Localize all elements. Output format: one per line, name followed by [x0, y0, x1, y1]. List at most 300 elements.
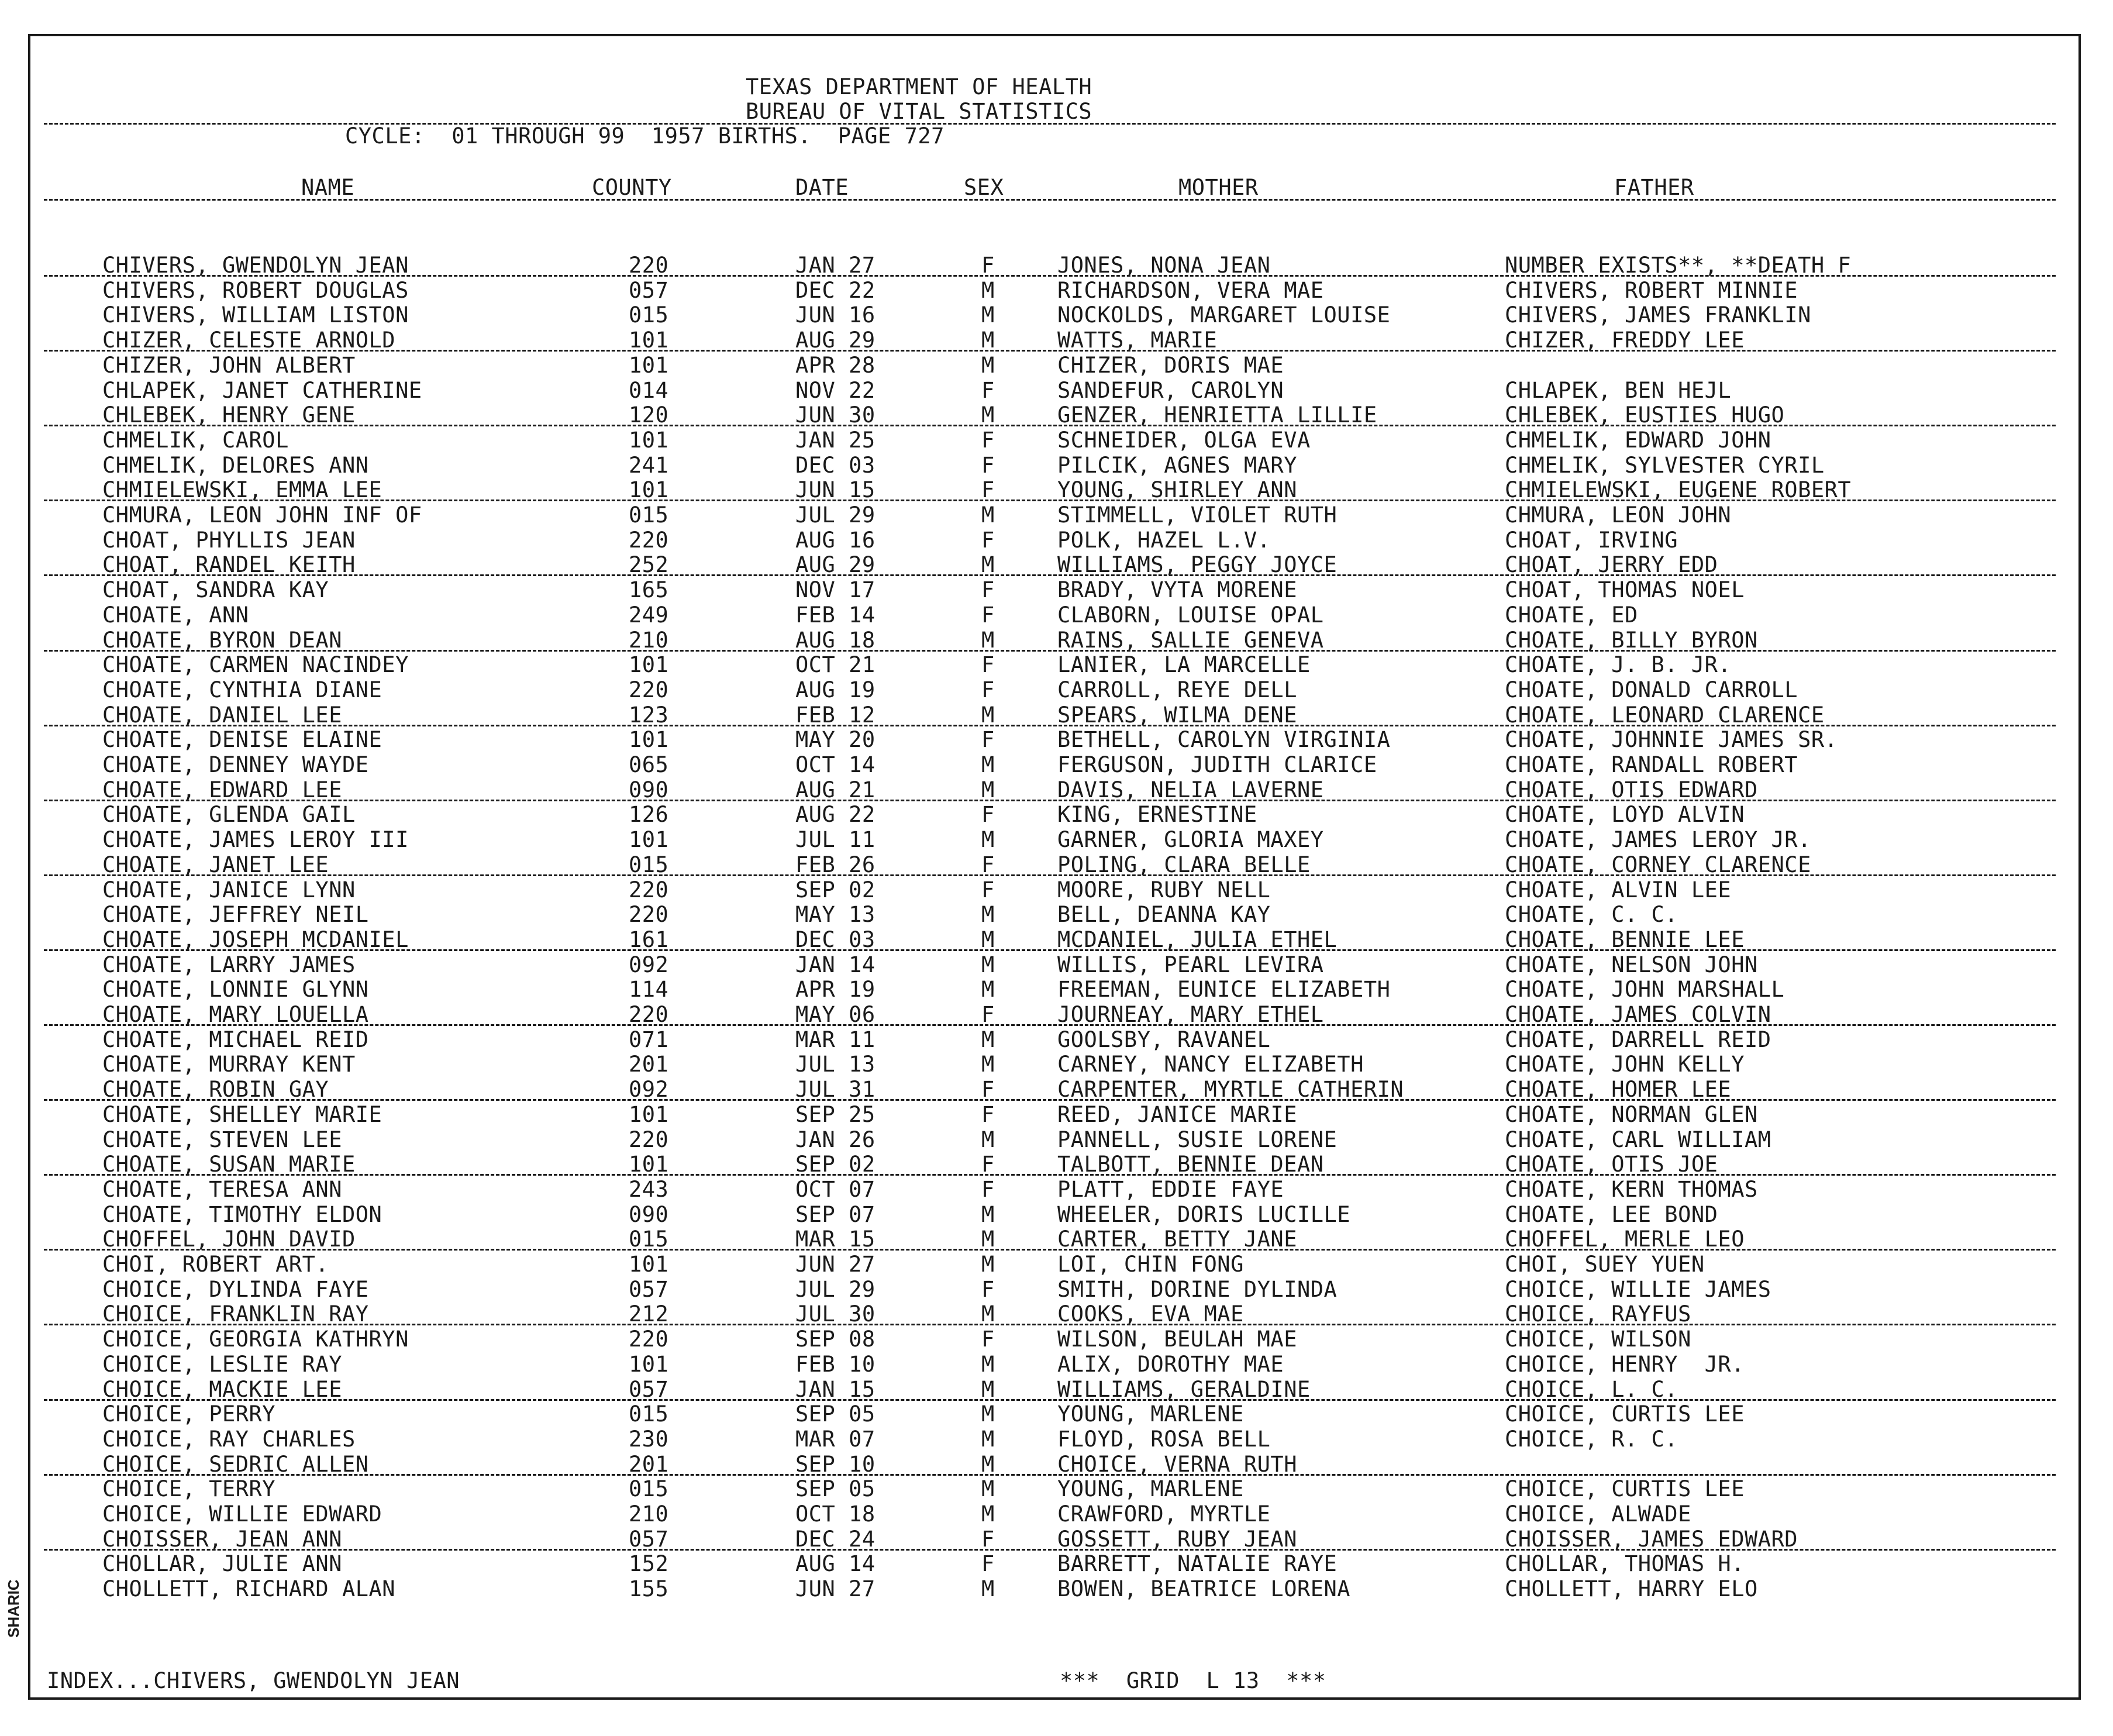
cell-mother: YOUNG, SHIRLEY ANN: [1057, 477, 1297, 502]
cell-sex: M: [981, 1427, 995, 1452]
cell-name: CHOATE, DENISE ELAINE: [102, 727, 382, 752]
cell-sex: M: [981, 1202, 995, 1227]
cell-name: CHOAT, PHYLLIS JEAN: [102, 528, 356, 553]
cell-mother: SPEARS, WILMA DENE: [1057, 702, 1297, 728]
cell-date: MAR 07: [795, 1427, 875, 1452]
cell-mother: YOUNG, MARLENE: [1057, 1476, 1244, 1501]
column-header-date: DATE: [795, 175, 849, 200]
cell-sex: M: [981, 1501, 995, 1527]
cell-sex: F: [981, 852, 995, 877]
cell-father: CHOICE, HENRY JR.: [1505, 1352, 1745, 1377]
column-header-name: NAME: [301, 175, 355, 200]
cell-name: CHOATE, CYNTHIA DIANE: [102, 677, 382, 702]
cell-name: CHOATE, MURRAY KENT: [102, 1052, 356, 1077]
cell-county: 101: [629, 428, 669, 453]
cell-name: CHIZER, CELESTE ARNOLD: [102, 328, 396, 353]
cell-date: DEC 03: [795, 453, 875, 478]
cell-county: 220: [629, 1002, 669, 1027]
column-header-father: FATHER: [1614, 175, 1694, 200]
cell-date: DEC 03: [795, 927, 875, 952]
cell-mother: RICHARDSON, VERA MAE: [1057, 278, 1324, 303]
cell-county: 220: [629, 253, 669, 278]
cell-county: 101: [629, 727, 669, 752]
cell-county: 090: [629, 777, 669, 802]
cell-name: CHOICE, DYLINDA FAYE: [102, 1277, 369, 1302]
cell-date: AUG 29: [795, 328, 875, 353]
cell-sex: F: [981, 528, 995, 553]
cell-name: CHOICE, TERRY: [102, 1476, 276, 1501]
column-header-mother: MOTHER: [1178, 175, 1259, 200]
cell-sex: M: [981, 1052, 995, 1077]
cell-county: 243: [629, 1177, 669, 1202]
cell-name: CHOICE, GEORGIA KATHRYN: [102, 1327, 409, 1352]
cell-mother: WILLIS, PEARL LEVIRA: [1057, 952, 1324, 977]
cell-name: CHOATE, MICHAEL REID: [102, 1027, 369, 1052]
cell-mother: REED, JANICE MARIE: [1057, 1102, 1297, 1127]
cell-date: JUL 29: [795, 502, 875, 528]
cell-date: DEC 22: [795, 278, 875, 303]
cell-sex: F: [981, 428, 995, 453]
cell-county: 201: [629, 1452, 669, 1477]
cell-sex: F: [981, 577, 995, 602]
cell-date: JUN 27: [795, 1252, 875, 1277]
cell-name: CHOATE, CARMEN NACINDEY: [102, 652, 409, 677]
cell-county: 065: [629, 752, 669, 777]
side-label: SHARIC: [5, 1579, 22, 1638]
cell-date: JUL 13: [795, 1052, 875, 1077]
cell-sex: M: [981, 1127, 995, 1152]
cell-father: CHOATE, JAMES COLVIN: [1505, 1002, 1771, 1027]
cell-county: 015: [629, 302, 669, 328]
cell-name: CHOATE, JANICE LYNN: [102, 877, 356, 903]
cell-mother: CARPENTER, MYRTLE CATHERIN: [1057, 1077, 1404, 1102]
cell-county: 220: [629, 1127, 669, 1152]
cell-mother: JOURNEAY, MARY ETHEL: [1057, 1002, 1324, 1027]
cell-mother: NOCKOLDS, MARGARET LOUISE: [1057, 302, 1391, 328]
cell-date: JAN 15: [795, 1377, 875, 1402]
cell-father: NUMBER EXISTS**, **DEATH F: [1505, 253, 1852, 278]
cell-name: CHOAT, SANDRA KAY: [102, 577, 329, 602]
row-rule: [44, 1024, 2056, 1026]
cell-county: 014: [629, 378, 669, 403]
cell-mother: WHEELER, DORIS LUCILLE: [1057, 1202, 1351, 1227]
cell-mother: DAVIS, NELIA LAVERNE: [1057, 777, 1324, 802]
cell-mother: STIMMELL, VIOLET RUTH: [1057, 502, 1338, 528]
cell-sex: M: [981, 752, 995, 777]
cell-name: CHOATE, DENNEY WAYDE: [102, 752, 369, 777]
cell-name: CHOATE, TERESA ANN: [102, 1177, 342, 1202]
cell-mother: GARNER, GLORIA MAXEY: [1057, 827, 1324, 852]
cell-date: JUL 29: [795, 1277, 875, 1302]
cell-county: 165: [629, 577, 669, 602]
footer-grid: *** GRID L 13 ***: [1060, 1668, 1326, 1693]
cell-date: SEP 05: [795, 1476, 875, 1501]
cell-sex: M: [981, 1377, 995, 1402]
cell-father: CHIVERS, JAMES FRANKLIN: [1505, 302, 1811, 328]
cell-date: JAN 26: [795, 1127, 875, 1152]
column-header-sex: SEX: [964, 175, 1004, 200]
cell-county: 152: [629, 1551, 669, 1576]
cell-name: CHIVERS, ROBERT DOUGLAS: [102, 278, 409, 303]
cell-sex: F: [981, 652, 995, 677]
cell-sex: M: [981, 1227, 995, 1252]
cell-mother: CARROLL, REYE DELL: [1057, 677, 1297, 702]
cell-father: CHOAT, IRVING: [1505, 528, 1678, 553]
cell-name: CHOATE, GLENDA GAIL: [102, 802, 356, 827]
cell-sex: F: [981, 1077, 995, 1102]
cell-county: 210: [629, 1501, 669, 1527]
cell-county: 101: [629, 652, 669, 677]
cell-mother: CARTER, BETTY JANE: [1057, 1227, 1297, 1252]
cell-name: CHOFFEL, JOHN DAVID: [102, 1227, 356, 1252]
cell-sex: F: [981, 378, 995, 403]
cell-mother: POLK, HAZEL L.V.: [1057, 528, 1271, 553]
cell-county: 101: [629, 1102, 669, 1127]
cell-father: CHIVERS, ROBERT MINNIE: [1505, 278, 1798, 303]
cell-mother: LANIER, LA MARCELLE: [1057, 652, 1311, 677]
cell-date: JUL 30: [795, 1301, 875, 1327]
cell-county: 220: [629, 677, 669, 702]
cell-county: 015: [629, 1227, 669, 1252]
header-department: TEXAS DEPARTMENT OF HEALTH: [746, 74, 1092, 99]
row-rule: [44, 874, 2056, 876]
cell-name: CHMIELEWSKI, EMMA LEE: [102, 477, 382, 502]
cell-county: 092: [629, 952, 669, 977]
cell-father: CHOATE, KERN THOMAS: [1505, 1177, 1758, 1202]
cell-father: CHIZER, FREDDY LEE: [1505, 328, 1745, 353]
cell-name: CHOAT, RANDEL KEITH: [102, 552, 356, 577]
cell-father: CHOATE, JOHN KELLY: [1505, 1052, 1745, 1077]
cell-county: 057: [629, 1377, 669, 1402]
cell-name: CHOICE, PERRY: [102, 1401, 276, 1427]
cell-father: CHMURA, LEON JOHN: [1505, 502, 1732, 528]
cell-name: CHOISSER, JEAN ANN: [102, 1527, 342, 1552]
cell-father: CHOATE, LOYD ALVIN: [1505, 802, 1745, 827]
cell-county: 015: [629, 852, 669, 877]
cell-sex: M: [981, 278, 995, 303]
cell-sex: M: [981, 328, 995, 353]
cell-date: JUL 31: [795, 1077, 875, 1102]
cell-father: CHOATE, CARL WILLIAM: [1505, 1127, 1771, 1152]
column-header-county: COUNTY: [592, 175, 672, 200]
footer-index: INDEX...CHIVERS, GWENDOLYN JEAN: [47, 1668, 460, 1693]
cell-father: CHOATE, JOHN MARSHALL: [1505, 977, 1785, 1002]
cell-father: CHOATE, OTIS EDWARD: [1505, 777, 1758, 802]
cell-father: CHMELIK, SYLVESTER CYRIL: [1505, 453, 1825, 478]
cell-county: 155: [629, 1576, 669, 1601]
cell-father: CHOATE, ED: [1505, 602, 1638, 628]
cell-name: CHOLLETT, RICHARD ALAN: [102, 1576, 396, 1601]
cell-father: CHOATE, RANDALL ROBERT: [1505, 752, 1798, 777]
row-rule: [44, 1174, 2056, 1176]
cell-county: 101: [629, 1152, 669, 1177]
cell-father: CHOICE, CURTIS LEE: [1505, 1476, 1745, 1501]
cell-father: CHOATE, HOMER LEE: [1505, 1077, 1732, 1102]
cell-date: SEP 08: [795, 1327, 875, 1352]
cell-date: AUG 22: [795, 802, 875, 827]
cell-sex: M: [981, 628, 995, 653]
cell-date: SEP 02: [795, 1152, 875, 1177]
cell-father: CHOATE, BENNIE LEE: [1505, 927, 1745, 952]
cell-sex: M: [981, 827, 995, 852]
cell-mother: TALBOTT, BENNIE DEAN: [1057, 1152, 1324, 1177]
cell-father: CHOICE, CURTIS LEE: [1505, 1401, 1745, 1427]
cell-name: CHOATE, ANN: [102, 602, 249, 628]
cell-father: CHOATE, NORMAN GLEN: [1505, 1102, 1758, 1127]
cell-mother: CRAWFORD, MYRTLE: [1057, 1501, 1271, 1527]
cell-county: 126: [629, 802, 669, 827]
cell-sex: F: [981, 1177, 995, 1202]
cell-sex: F: [981, 1551, 995, 1576]
cell-county: 120: [629, 402, 669, 428]
cell-father: CHOATE, BILLY BYRON: [1505, 628, 1758, 653]
cell-county: 220: [629, 877, 669, 903]
cell-father: CHOATE, CORNEY CLARENCE: [1505, 852, 1811, 877]
cell-mother: BRADY, VYTA MORENE: [1057, 577, 1297, 602]
cell-sex: F: [981, 1277, 995, 1302]
cell-sex: F: [981, 1102, 995, 1127]
cell-mother: CHIZER, DORIS MAE: [1057, 353, 1284, 378]
cell-mother: LOI, CHIN FONG: [1057, 1252, 1244, 1277]
cell-name: CHOLLAR, JULIE ANN: [102, 1551, 342, 1576]
cell-mother: GENZER, HENRIETTA LILLIE: [1057, 402, 1377, 428]
cell-date: SEP 10: [795, 1452, 875, 1477]
cell-sex: F: [981, 1152, 995, 1177]
cell-county: 241: [629, 453, 669, 478]
cell-sex: M: [981, 1576, 995, 1601]
cell-date: FEB 26: [795, 852, 875, 877]
cell-mother: SMITH, DORINE DYLINDA: [1057, 1277, 1338, 1302]
cell-county: 212: [629, 1301, 669, 1327]
row-rule: [44, 275, 2056, 277]
cell-sex: F: [981, 1527, 995, 1552]
cell-mother: PLATT, EDDIE FAYE: [1057, 1177, 1284, 1202]
cell-mother: WATTS, MARIE: [1057, 328, 1218, 353]
cell-name: CHIVERS, GWENDOLYN JEAN: [102, 253, 409, 278]
cell-mother: FLOYD, ROSA BELL: [1057, 1427, 1271, 1452]
cell-sex: F: [981, 1002, 995, 1027]
cell-county: 220: [629, 528, 669, 553]
cell-county: 057: [629, 1527, 669, 1552]
cell-date: JUN 16: [795, 302, 875, 328]
cell-mother: WILLIAMS, PEGGY JOYCE: [1057, 552, 1338, 577]
cell-date: AUG 29: [795, 552, 875, 577]
cell-date: SEP 07: [795, 1202, 875, 1227]
cell-sex: M: [981, 1301, 995, 1327]
cell-county: 201: [629, 1052, 669, 1077]
cell-date: MAY 20: [795, 727, 875, 752]
cell-county: 210: [629, 628, 669, 653]
cell-mother: WILSON, BEULAH MAE: [1057, 1327, 1297, 1352]
cell-mother: BARRETT, NATALIE RAYE: [1057, 1551, 1338, 1576]
cell-sex: M: [981, 552, 995, 577]
header-bureau: BUREAU OF VITAL STATISTICS: [746, 99, 1092, 124]
cell-mother: WILLIAMS, GERALDINE: [1057, 1377, 1311, 1402]
cell-county: 220: [629, 902, 669, 927]
cell-father: CHOATE, DARRELL REID: [1505, 1027, 1771, 1052]
cell-county: 101: [629, 353, 669, 378]
cell-sex: M: [981, 302, 995, 328]
cell-name: CHOATE, JAMES LEROY III: [102, 827, 409, 852]
cell-sex: M: [981, 402, 995, 428]
cell-father: CHMELIK, EDWARD JOHN: [1505, 428, 1771, 453]
cell-date: JUN 27: [795, 1576, 875, 1601]
cell-mother: JONES, NONA JEAN: [1057, 253, 1271, 278]
cell-name: CHOICE, MACKIE LEE: [102, 1377, 342, 1402]
cell-father: CHMIELEWSKI, EUGENE ROBERT: [1505, 477, 1852, 502]
cell-father: CHLAPEK, BEN HEJL: [1505, 378, 1732, 403]
cell-name: CHOICE, WILLIE EDWARD: [102, 1501, 382, 1527]
row-rule: [44, 725, 2056, 726]
cell-name: CHOICE, LESLIE RAY: [102, 1352, 342, 1377]
cell-name: CHOATE, LARRY JAMES: [102, 952, 356, 977]
cell-date: MAY 06: [795, 1002, 875, 1027]
cell-name: CHOATE, TIMOTHY ELDON: [102, 1202, 382, 1227]
cell-sex: F: [981, 453, 995, 478]
cell-county: 092: [629, 1077, 669, 1102]
cell-father: CHOATE, C. C.: [1505, 902, 1678, 927]
cell-sex: F: [981, 802, 995, 827]
cell-date: OCT 14: [795, 752, 875, 777]
cell-county: 071: [629, 1027, 669, 1052]
cell-county: 230: [629, 1427, 669, 1452]
row-rule: [44, 1474, 2056, 1476]
cell-father: CHOATE, J. B. JR.: [1505, 652, 1732, 677]
cell-father: CHOLLAR, THOMAS H.: [1505, 1551, 1745, 1576]
cell-name: CHMELIK, DELORES ANN: [102, 453, 369, 478]
cell-date: JAN 27: [795, 253, 875, 278]
cell-sex: M: [981, 1452, 995, 1477]
cell-mother: SCHNEIDER, OLGA EVA: [1057, 428, 1311, 453]
cell-mother: ALIX, DOROTHY MAE: [1057, 1352, 1284, 1377]
cell-name: CHOATE, DANIEL LEE: [102, 702, 342, 728]
cell-father: CHOICE, WILLIE JAMES: [1505, 1277, 1771, 1302]
cell-name: CHMELIK, CAROL: [102, 428, 289, 453]
cell-father: CHOFFEL, MERLE LEO: [1505, 1227, 1745, 1252]
cell-father: CHOICE, WILSON: [1505, 1327, 1691, 1352]
cell-date: AUG 19: [795, 677, 875, 702]
cell-father: CHOAT, THOMAS NOEL: [1505, 577, 1745, 602]
cell-mother: GOOLSBY, RAVANEL: [1057, 1027, 1271, 1052]
cell-mother: YOUNG, MARLENE: [1057, 1401, 1244, 1427]
cell-name: CHMURA, LEON JOHN INF OF: [102, 502, 422, 528]
cell-county: 114: [629, 977, 669, 1002]
cell-sex: F: [981, 477, 995, 502]
cell-county: 101: [629, 827, 669, 852]
cell-mother: POLING, CLARA BELLE: [1057, 852, 1311, 877]
cell-father: CHOATE, NELSON JOHN: [1505, 952, 1758, 977]
cell-name: CHLAPEK, JANET CATHERINE: [102, 378, 422, 403]
cell-father: CHOATE, DONALD CARROLL: [1505, 677, 1798, 702]
cell-name: CHOATE, JANET LEE: [102, 852, 329, 877]
cell-father: CHLEBEK, EUSTIES HUGO: [1505, 402, 1785, 428]
cell-sex: M: [981, 927, 995, 952]
cell-county: 057: [629, 278, 669, 303]
cell-mother: MCDANIEL, JULIA ETHEL: [1057, 927, 1338, 952]
cell-county: 015: [629, 502, 669, 528]
cell-father: CHOICE, L. C.: [1505, 1377, 1678, 1402]
cell-sex: M: [981, 1252, 995, 1277]
cell-county: 015: [629, 1401, 669, 1427]
cell-date: FEB 10: [795, 1352, 875, 1377]
row-rule: [44, 800, 2056, 801]
cell-mother: BETHELL, CAROLYN VIRGINIA: [1057, 727, 1391, 752]
cell-name: CHOATE, ROBIN GAY: [102, 1077, 329, 1102]
cell-county: 057: [629, 1277, 669, 1302]
cell-county: 015: [629, 1476, 669, 1501]
cell-name: CHIVERS, WILLIAM LISTON: [102, 302, 409, 328]
cell-date: SEP 05: [795, 1401, 875, 1427]
cell-name: CHOICE, RAY CHARLES: [102, 1427, 356, 1452]
row-rule: [44, 1249, 2056, 1251]
cell-date: JUN 15: [795, 477, 875, 502]
cell-sex: M: [981, 1352, 995, 1377]
cell-date: MAY 13: [795, 902, 875, 927]
cell-date: APR 19: [795, 977, 875, 1002]
cell-county: 101: [629, 328, 669, 353]
cell-name: CHOATE, SUSAN MARIE: [102, 1152, 356, 1177]
cell-sex: F: [981, 1327, 995, 1352]
cell-county: 090: [629, 1202, 669, 1227]
cell-father: CHOATE, LEONARD CLARENCE: [1505, 702, 1825, 728]
cell-sex: F: [981, 253, 995, 278]
cell-mother: BOWEN, BEATRICE LORENA: [1057, 1576, 1351, 1601]
row-rule: [44, 574, 2056, 576]
cell-father: CHOI, SUEY YUEN: [1505, 1252, 1705, 1277]
cell-father: CHOISSER, JAMES EDWARD: [1505, 1527, 1798, 1552]
header-cycle: CYCLE: 01 THROUGH 99 1957 BIRTHS. PAGE 727: [345, 123, 945, 149]
cell-date: APR 28: [795, 353, 875, 378]
cell-date: AUG 21: [795, 777, 875, 802]
cell-father: CHOATE, LEE BOND: [1505, 1202, 1718, 1227]
cell-mother: GOSSETT, RUBY JEAN: [1057, 1527, 1297, 1552]
cell-father: CHOICE, R. C.: [1505, 1427, 1678, 1452]
cell-name: CHOATE, LONNIE GLYNN: [102, 977, 369, 1002]
cell-father: CHOATE, JAMES LEROY JR.: [1505, 827, 1811, 852]
row-rule: [44, 350, 2056, 352]
cell-sex: M: [981, 702, 995, 728]
cell-county: 252: [629, 552, 669, 577]
cell-county: 101: [629, 1252, 669, 1277]
cell-mother: CARNEY, NANCY ELIZABETH: [1057, 1052, 1364, 1077]
cell-father: CHOATE, OTIS JOE: [1505, 1152, 1718, 1177]
cell-county: 101: [629, 477, 669, 502]
cell-date: OCT 21: [795, 652, 875, 677]
cell-name: CHIZER, JOHN ALBERT: [102, 353, 356, 378]
cell-date: JUN 30: [795, 402, 875, 428]
cell-name: CHOATE, JEFFREY NEIL: [102, 902, 369, 927]
cell-mother: MOORE, RUBY NELL: [1057, 877, 1271, 903]
cell-sex: M: [981, 977, 995, 1002]
cell-name: CHOATE, BYRON DEAN: [102, 628, 342, 653]
cell-date: AUG 16: [795, 528, 875, 553]
cell-date: SEP 02: [795, 877, 875, 903]
cell-father: CHOLLETT, HARRY ELO: [1505, 1576, 1758, 1601]
row-rule: [44, 1324, 2056, 1325]
cell-name: CHOATE, MARY LOUELLA: [102, 1002, 369, 1027]
cell-date: FEB 12: [795, 702, 875, 728]
cell-name: CHOATE, STEVEN LEE: [102, 1127, 342, 1152]
cell-mother: FERGUSON, JUDITH CLARICE: [1057, 752, 1377, 777]
cell-mother: BELL, DEANNA KAY: [1057, 902, 1271, 927]
cell-mother: PILCIK, AGNES MARY: [1057, 453, 1297, 478]
cell-county: 101: [629, 1352, 669, 1377]
cell-name: CHOICE, SEDRIC ALLEN: [102, 1452, 369, 1477]
cell-sex: M: [981, 353, 995, 378]
cell-date: DEC 24: [795, 1527, 875, 1552]
cell-sex: M: [981, 1476, 995, 1501]
cell-date: AUG 14: [795, 1551, 875, 1576]
